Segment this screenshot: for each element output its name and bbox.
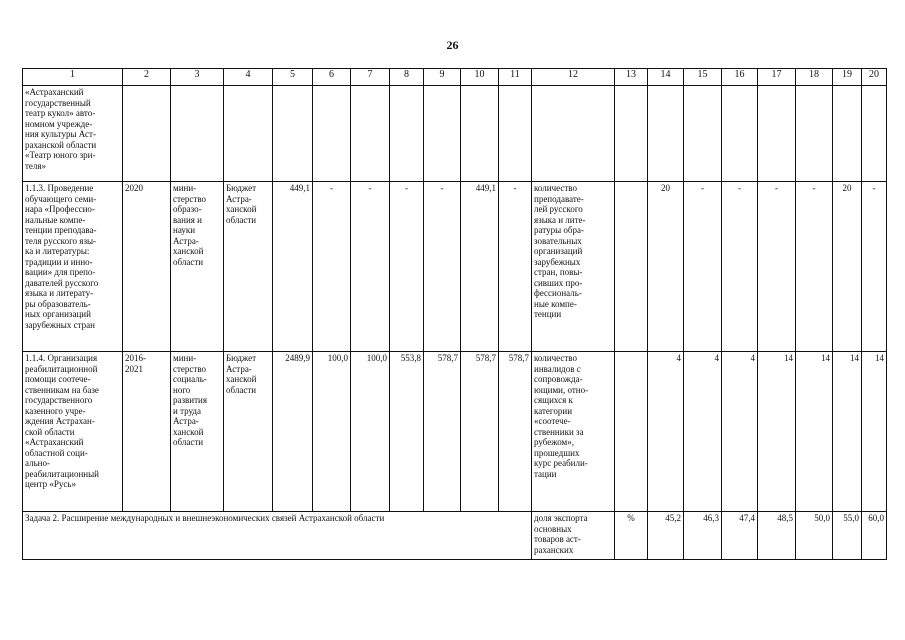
target-cell: 4 bbox=[684, 352, 722, 512]
row-name-cell bbox=[23, 352, 123, 512]
target-cell: 50,0 bbox=[796, 512, 833, 560]
target-cell: 14 bbox=[833, 352, 862, 512]
target-cell: 14 bbox=[862, 352, 887, 512]
target-cell: 4 bbox=[722, 352, 758, 512]
header-cell: 20 bbox=[862, 69, 887, 86]
target-cell: 20 bbox=[833, 182, 862, 352]
header-cell: 8 bbox=[390, 69, 424, 86]
indicator-cell: доля экспорта основных товаров аст- раханских bbox=[532, 512, 615, 560]
target-cell: - bbox=[862, 182, 887, 352]
table-row bbox=[23, 352, 887, 512]
row-name: «Астраханский государственный театр кукол» авто- номном учрежде- ния культуры Аст- раханской области «Театр юного зри- теля» bbox=[25, 87, 97, 171]
header-cell: 6 bbox=[313, 69, 351, 86]
value-cell: - bbox=[351, 182, 390, 352]
target-cell: 45,2 bbox=[648, 512, 684, 560]
value-cell: 578,7 bbox=[499, 352, 532, 512]
indicator-cell: количество инвалидов с сопровожда- ющими, отно- сящихся к категории «соотече- ственники за рубежом», прошедших курс реабили- тации bbox=[532, 352, 615, 512]
indicator-cell: количество преподавате- лей русского языка и лите- ратуры обра- зовательных организаций зарубежных стран, повы- сивших про- фессиональ- ные компе- тенции bbox=[532, 182, 615, 352]
header-cell: 14 bbox=[648, 69, 684, 86]
header-cell: 11 bbox=[499, 69, 532, 86]
value-cell: 578,7 bbox=[461, 352, 499, 512]
header-cell: 17 bbox=[758, 69, 796, 86]
source-cell: Бюджет Астра- ханской области bbox=[224, 182, 273, 352]
value-cell: 100,0 bbox=[313, 352, 351, 512]
target-cell: - bbox=[758, 182, 796, 352]
source-cell: Бюджет Астра- ханской области bbox=[224, 352, 273, 512]
row-name: 1.1.3. Проведение обучающего семи- нара «Профессио- нальные компе- тенции преподава- теля русского язы- ка и литературы: традиции и инно- вации» для препо- давателей русского языка и литерату- ры образователь- ных организаций зарубежных стран bbox=[25, 183, 99, 330]
value-cell: - bbox=[499, 182, 532, 352]
table-row bbox=[23, 182, 887, 352]
target-cell: 60,0 bbox=[862, 512, 887, 560]
header-row bbox=[23, 69, 887, 86]
value-cell: - bbox=[424, 182, 461, 352]
period-cell: 2016- 2021 bbox=[123, 352, 171, 512]
value-cell: 553,8 bbox=[390, 352, 424, 512]
target-cell: 47,4 bbox=[722, 512, 758, 560]
value-cell: 449,1 bbox=[273, 182, 313, 352]
header-cell: 12 bbox=[532, 69, 615, 86]
period-cell: 2020 bbox=[123, 182, 171, 352]
row-name: 1.1.4. Организация реабилитационной помощи соотече- ственникам на базе государственного казенного учре- ждения Астрахан- ской области «Астраханский областной соци- ально- реабилитационный центр «Русь» bbox=[25, 353, 99, 489]
header-cell: 16 bbox=[722, 69, 758, 86]
value-cell: 578,7 bbox=[424, 352, 461, 512]
target-cell: 55,0 bbox=[833, 512, 862, 560]
target-cell: - bbox=[796, 182, 833, 352]
target-cell: 46,3 bbox=[684, 512, 722, 560]
row-name-cell bbox=[23, 182, 123, 352]
header-cell: 18 bbox=[796, 69, 833, 86]
header-cell: 2 bbox=[123, 69, 171, 86]
row-name-cell bbox=[23, 86, 123, 182]
header-cell: 13 bbox=[615, 69, 648, 86]
header-cell: 9 bbox=[424, 69, 461, 86]
header-cell: 19 bbox=[833, 69, 862, 86]
header-cell: 10 bbox=[461, 69, 499, 86]
unit-cell bbox=[615, 352, 648, 512]
target-cell: - bbox=[722, 182, 758, 352]
target-cell: 20 bbox=[648, 182, 684, 352]
header-cell: 7 bbox=[351, 69, 390, 86]
value-cell: - bbox=[313, 182, 351, 352]
task-row bbox=[23, 512, 887, 560]
header-cell: 15 bbox=[684, 69, 722, 86]
target-cell: 14 bbox=[796, 352, 833, 512]
page-number: 26 bbox=[446, 38, 459, 52]
value-cell: 449,1 bbox=[461, 182, 499, 352]
header-cell: 3 bbox=[171, 69, 224, 86]
unit-cell: % bbox=[615, 512, 648, 560]
task-title: Задача 2. Расширение международных и внешнеэкономических связей Астраханской области bbox=[23, 512, 532, 560]
header-cell: 5 bbox=[273, 69, 313, 86]
target-cell: 4 bbox=[648, 352, 684, 512]
value-cell: 2489,9 bbox=[273, 352, 313, 512]
executor-cell: мини- стерство социаль- ного развития и труда Астра- ханской области bbox=[171, 352, 224, 512]
target-cell: - bbox=[684, 182, 722, 352]
value-cell: - bbox=[390, 182, 424, 352]
target-cell: 48,5 bbox=[758, 512, 796, 560]
header-cell: 1 bbox=[23, 69, 123, 86]
executor-cell: мини- стерство образо- вания и науки Астра- ханской области bbox=[171, 182, 224, 352]
value-cell: 100,0 bbox=[351, 352, 390, 512]
table-row bbox=[23, 86, 887, 182]
unit-cell bbox=[615, 182, 648, 352]
target-cell: 14 bbox=[758, 352, 796, 512]
header-cell: 4 bbox=[224, 69, 273, 86]
program-table bbox=[22, 68, 887, 560]
